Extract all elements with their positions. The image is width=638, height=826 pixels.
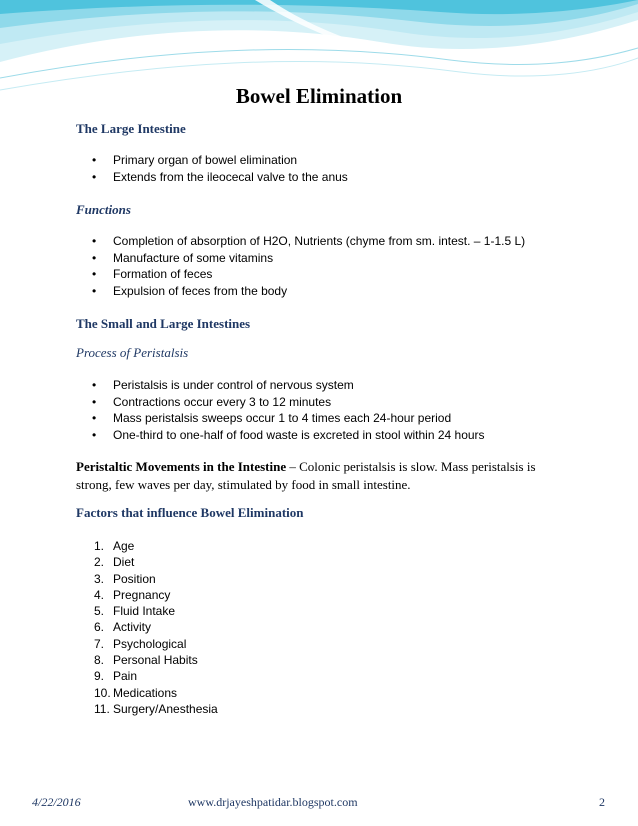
- peristaltic-paragraph: [76, 458, 556, 494]
- peristaltic-text: – Colonic peristalsis is slow. Mass peristalsis is strong, few waves per day, stimulated by food in small intestine.: [76, 459, 536, 492]
- page-number: 2: [599, 795, 605, 809]
- list-item: • Completion of absorption of H2O, Nutrients (chyme from sm. intest. – 1-1.5 L): [92, 233, 525, 250]
- small-large-heading: The Small and Large Intestines: [76, 316, 251, 331]
- large-intestine-heading: The Large Intestine: [76, 121, 186, 136]
- peristalsis-subheading: Process of Peristalsis: [76, 345, 189, 360]
- list-item: • Contractions occur every 3 to 12 minutes: [92, 394, 485, 411]
- list-item: • One-third to one-half of food waste is excreted in stool within 24 hours: [92, 427, 485, 444]
- list-item: 1. Age: [94, 539, 135, 553]
- list-item: • Primary organ of bowel elimination: [92, 152, 348, 169]
- peristalsis-list: [92, 377, 485, 443]
- list-item: 5. Fluid Intake: [94, 604, 176, 619]
- list-item: 6. Activity: [94, 620, 152, 635]
- list-item: 8. Personal Habits: [94, 653, 198, 668]
- list-item: 11. Surgery/Anesthesia: [94, 701, 218, 716]
- factors-list: [94, 538, 218, 717]
- list-item: 4. Pregnancy: [94, 587, 171, 602]
- list-item: • Peristalsis is under control of nervous system: [92, 377, 485, 394]
- footer-url[interactable]: www.drjayeshpatidar.blogspot.com: [188, 795, 358, 809]
- list-item: 3. Position: [94, 571, 156, 586]
- functions-list: [92, 233, 525, 299]
- page-title: Bowel Elimination: [235, 84, 403, 108]
- functions-heading: Functions: [76, 202, 131, 217]
- list-item: 2. Diet: [94, 555, 135, 570]
- large-intestine-list: [92, 152, 348, 185]
- list-item: • Extends from the ileocecal valve to the anus: [92, 169, 348, 186]
- peristaltic-label: Peristaltic Movements in the Intestine: [76, 459, 287, 474]
- list-item: 7. Psychological: [94, 636, 187, 651]
- footer-date: 4/22/2016: [32, 795, 81, 809]
- list-item: 9. Pain: [94, 669, 138, 684]
- list-item: • Expulsion of feces from the body: [92, 283, 525, 300]
- list-item: 10. Medications: [94, 685, 178, 700]
- factors-heading: Factors that influence Bowel Elimination: [76, 505, 304, 520]
- list-item: • Mass peristalsis sweeps occur 1 to 4 times each 24-hour period: [92, 410, 485, 427]
- list-item: • Formation of feces: [92, 266, 525, 283]
- list-item: • Manufacture of some vitamins: [92, 250, 525, 267]
